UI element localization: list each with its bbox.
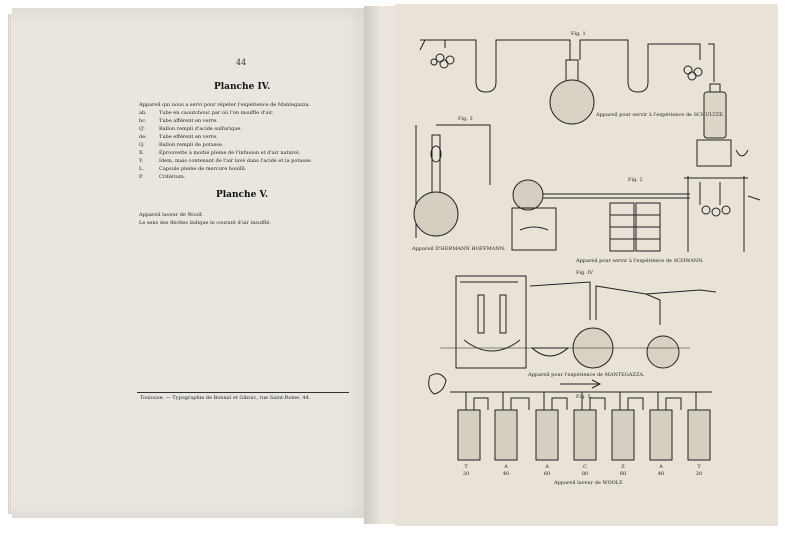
legend-code: ab.: [139, 110, 147, 116]
fig5-woolf-apparatus: [429, 374, 712, 460]
bottle-number: 20: [695, 471, 703, 477]
plate-v-title: Planche V.: [216, 190, 268, 200]
caption-fig4: Appareil pour l'expérience de MANTEGAZZA.: [528, 372, 645, 378]
fig-label: Fig. 3: [458, 116, 473, 122]
bottle-letter: A: [659, 464, 663, 470]
legend-code: X.: [139, 150, 145, 156]
fig-label: Fig. 2: [628, 177, 643, 183]
caption-fig3: Appareil D'HERMANN HOFFMANN.: [412, 246, 506, 252]
legend-text: Capsule pleine de mercure bouilli.: [159, 166, 247, 172]
legend-code: de.: [139, 134, 147, 140]
caption-fig1: Appareil pour servir à l'expérience de SCHULTZE.: [596, 112, 725, 118]
printer-footer: Toulouse. — Typographie de Bonnal et Gibrac, rue Saint-Rome, 44.: [140, 395, 311, 401]
legend-code: Y.: [139, 158, 144, 164]
fig3-hoffmann-apparatus: [414, 125, 490, 238]
legend-code: Q'.: [139, 126, 147, 132]
bottle-number: 40: [657, 471, 665, 477]
bottle-letter: C: [583, 464, 587, 470]
fig2-schwann-apparatus: [512, 176, 760, 252]
bottle-letter: Z: [621, 464, 625, 470]
legend-text: Tube en caoutchouc par où l'on insuffle d'air.: [159, 110, 274, 116]
legend-text: Ballon rempli d'acide sulfurique.: [159, 126, 242, 132]
legend-code: P.: [139, 174, 143, 180]
fig1-schultze-apparatus: [420, 40, 748, 166]
fig-label: Fig. IV: [576, 270, 594, 276]
fig-label: Fig. 1: [571, 31, 586, 37]
bottle-number: 40: [502, 471, 510, 477]
legend-code: Q.: [139, 142, 145, 148]
legend-text: Ballon rempli de potasse.: [159, 142, 224, 148]
bottle-number: 20: [462, 471, 470, 477]
plate-v-line: Le sens des flèches indique le courant d'air insufflé.: [139, 220, 271, 226]
bottle-letter: T: [697, 464, 701, 470]
legend-code: bc.: [139, 118, 147, 124]
page-number: 44: [236, 58, 247, 67]
legend-text: Critérium.: [159, 174, 186, 180]
plate-v-line: Appareil laveur de Woolf.: [139, 212, 204, 218]
bottle-letter: T: [464, 464, 468, 470]
bottle-number: 80: [581, 471, 589, 477]
legend-text: Éprouvette à moitié pleine de l'infusion et d'air naturel.: [159, 150, 301, 156]
legend-text: Idem, mais contenant de l'air lavé dans l'acide et la potasse.: [159, 158, 313, 164]
legend-text: Tube afférent en verre.: [159, 118, 218, 124]
fig4-mantegazza-apparatus: [440, 276, 716, 368]
plate-iv-intro: Appareil qui nous a servi pour répéter l'expérience de Mantegazza.: [139, 102, 311, 108]
caption-fig5: Appareil laveur de WOOLF.: [554, 480, 624, 486]
bottle-number: 60: [543, 471, 551, 477]
fig-label: Fig. 5: [576, 394, 591, 400]
bottle-letter: A: [545, 464, 549, 470]
bottle-number: 60: [619, 471, 627, 477]
legend-text: Tube efférent en verre.: [159, 134, 218, 140]
bottle-letter: A: [504, 464, 508, 470]
plate-iv-title: Planche IV.: [214, 82, 271, 92]
legend-code: L.: [139, 166, 144, 172]
caption-fig2: Appareil pour servir à l'expérience de SCHWANN.: [576, 258, 704, 264]
